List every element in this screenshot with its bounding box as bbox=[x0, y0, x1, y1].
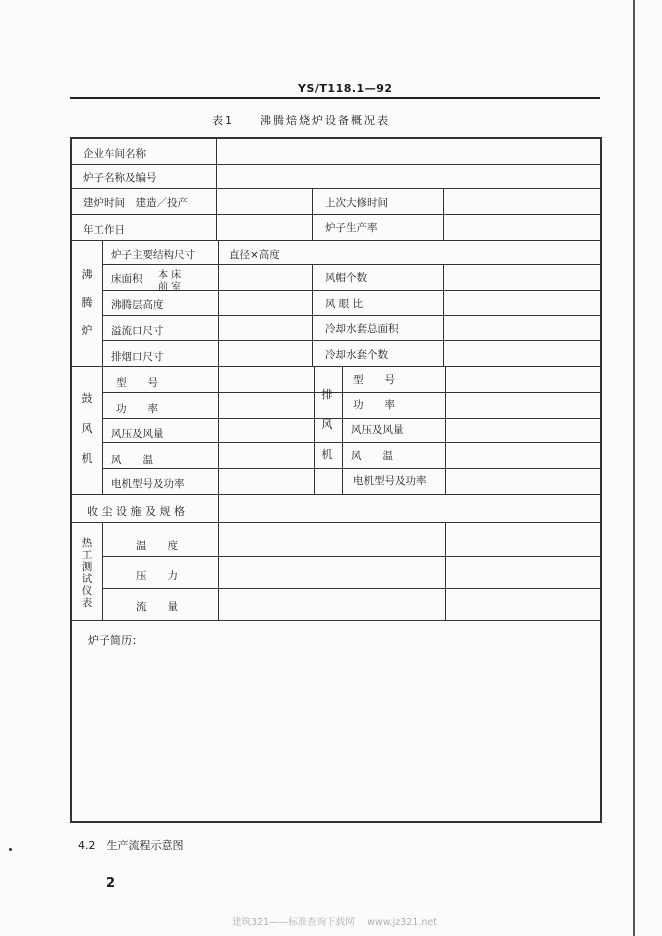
instrument-flow-label: 流 量 bbox=[136, 601, 178, 613]
cooling-jacket-count-label: 冷却水套个数 bbox=[325, 349, 388, 361]
exhauster-model-label: 型 号 bbox=[353, 374, 395, 386]
furnace-history-label: 炉子简历： bbox=[88, 634, 143, 647]
main-dimensions-value: 直径×高度 bbox=[229, 249, 280, 261]
last-overhaul-label: 上次大修时间 bbox=[325, 197, 388, 209]
blower-pressure-volume-label: 风压及风量 bbox=[111, 428, 164, 440]
scan-mark bbox=[9, 848, 12, 851]
blower-model-label: 型 号 bbox=[116, 377, 158, 389]
exhauster-temperature-label: 风 温 bbox=[351, 450, 393, 462]
enterprise-workshop-label: 企业车间名称 bbox=[83, 148, 146, 160]
boiling-furnace-group-label: 沸 腾 炉 bbox=[81, 268, 93, 338]
scan-edge bbox=[633, 0, 635, 936]
blower-motor-label: 电机型号及功率 bbox=[111, 478, 185, 490]
bed-label: 本 床 bbox=[158, 270, 182, 281]
page-number: 2 bbox=[106, 876, 116, 891]
annual-workdays-label: 年工作日 bbox=[83, 224, 125, 236]
exhauster-motor-label: 电机型号及功率 bbox=[353, 475, 427, 487]
cooling-jacket-area-label: 冷却水套总面积 bbox=[325, 323, 399, 335]
exhauster-power-label: 功 率 bbox=[353, 399, 395, 411]
instrument-temperature-label: 温 度 bbox=[136, 540, 178, 552]
instruments-group-label: 热 工 测 试 仪 表 bbox=[81, 537, 93, 610]
instrument-pressure-label: 压 力 bbox=[136, 570, 178, 582]
footer-watermark: 建筑321——标准查询下载网 www.jz321.net bbox=[232, 917, 437, 928]
exhauster-group-label: 排 风 机 bbox=[321, 388, 333, 462]
furnace-productivity-label: 炉子生产率 bbox=[325, 222, 378, 234]
blower-group-label: 鼓 风 机 bbox=[81, 392, 93, 466]
standard-code: YS/T118.1—92 bbox=[298, 82, 393, 95]
header-rule bbox=[70, 97, 600, 99]
fluid-layer-height-label: 沸腾层高度 bbox=[111, 299, 164, 311]
table-title: 表1 沸腾焙烧炉设备概况表 bbox=[212, 114, 390, 127]
tuyere-hole-ratio-label: 风 眼 比 bbox=[325, 298, 364, 310]
section-heading: 4.2 生产流程示意图 bbox=[78, 839, 184, 852]
build-time-label: 建炉时间 建造／投产 bbox=[83, 197, 188, 209]
front-chamber-label: 前 室 bbox=[158, 282, 182, 293]
tuyere-count-label: 风帽个数 bbox=[325, 272, 367, 284]
dust-collection-label: 收 尘 设 施 及 规 格 bbox=[87, 505, 185, 518]
main-dimensions-label: 炉子主要结构尺寸 bbox=[111, 249, 195, 261]
overflow-size-label: 溢流口尺寸 bbox=[111, 325, 164, 337]
blower-temperature-label: 风 温 bbox=[111, 454, 153, 466]
exhauster-pressure-volume-label: 风压及风量 bbox=[351, 424, 404, 436]
bed-area-label: 床面积 bbox=[111, 273, 143, 285]
blower-power-label: 功 率 bbox=[116, 403, 158, 415]
flue-size-label: 排烟口尺寸 bbox=[111, 351, 164, 363]
furnace-name-label: 炉子名称及编号 bbox=[83, 172, 157, 184]
